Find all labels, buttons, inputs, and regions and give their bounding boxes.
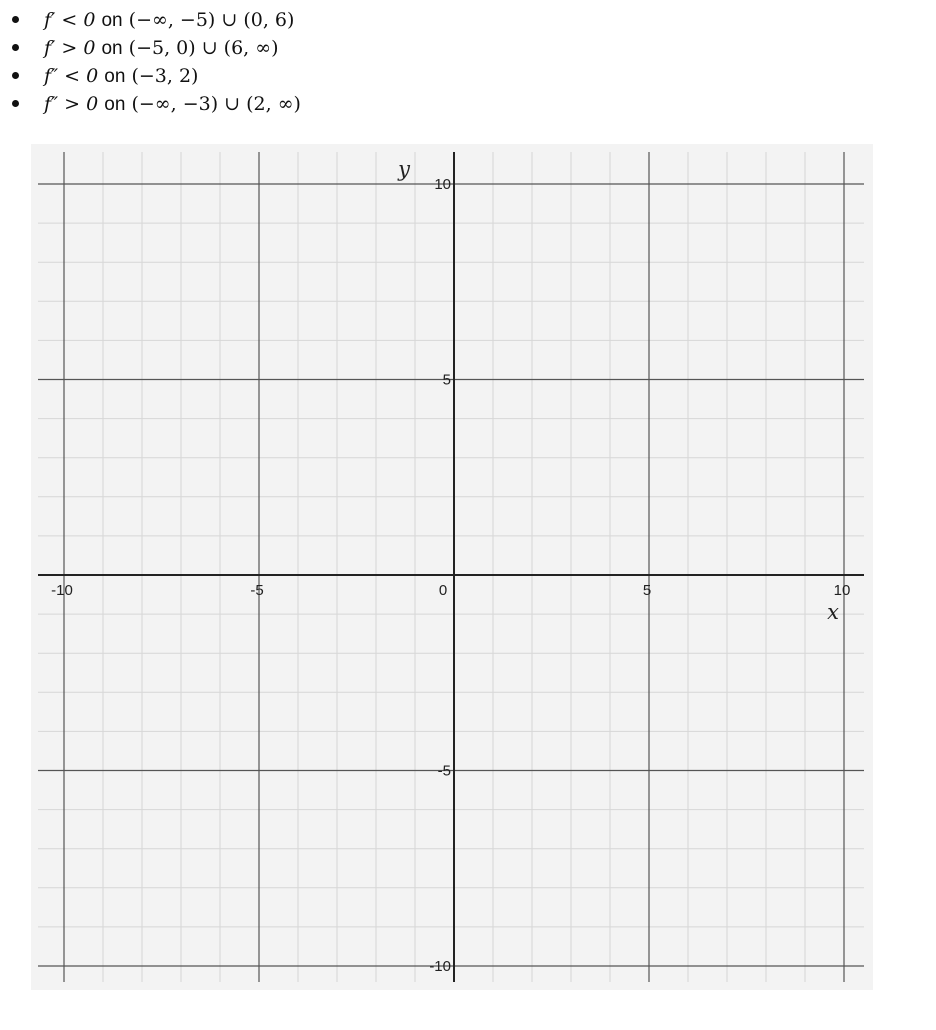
condition-on: on [104, 66, 126, 87]
condition-lhs: f″ > 0 [44, 93, 99, 115]
x-tick-label: -5 [250, 582, 264, 599]
bullet-icon [12, 16, 19, 23]
bullet-icon [12, 72, 19, 79]
x-tick-label: -10 [51, 582, 73, 599]
x-tick-label: 0 [438, 582, 448, 599]
graph-panel [31, 144, 873, 990]
axes [38, 152, 864, 982]
condition-on: on [101, 38, 123, 59]
x-tick-label: 10 [833, 582, 851, 599]
condition-interval: (−∞, −5) ∪ (0, 6) [128, 9, 295, 31]
coordinate-grid [31, 144, 873, 990]
condition-text [44, 34, 279, 63]
condition-interval: (−3, 2) [131, 65, 199, 87]
y-tick-label: -10 [429, 958, 451, 975]
condition-interval: (−∞, −3) ∪ (2, ∞) [131, 93, 301, 115]
y-axis-label: y [398, 157, 410, 181]
minor-grid [38, 152, 864, 982]
condition-text [44, 62, 198, 91]
condition-text [44, 90, 301, 119]
y-tick-label: 10 [434, 176, 451, 193]
condition-on: on [101, 10, 123, 31]
x-tick-label: 5 [642, 582, 652, 599]
condition-text [44, 6, 294, 35]
major-grid [38, 152, 864, 982]
bullet-icon [12, 100, 19, 107]
condition-lhs: f′ < 0 [44, 9, 96, 31]
condition-interval: (−5, 0) ∪ (6, ∞) [128, 37, 279, 59]
y-tick-label: 5 [442, 371, 451, 389]
condition-on: on [104, 94, 126, 115]
condition-lhs: f″ < 0 [44, 65, 99, 87]
condition-lhs: f′ > 0 [44, 37, 96, 59]
y-tick-label: -5 [437, 762, 451, 780]
bullet-icon [12, 44, 19, 51]
x-axis-label: x [827, 600, 839, 624]
